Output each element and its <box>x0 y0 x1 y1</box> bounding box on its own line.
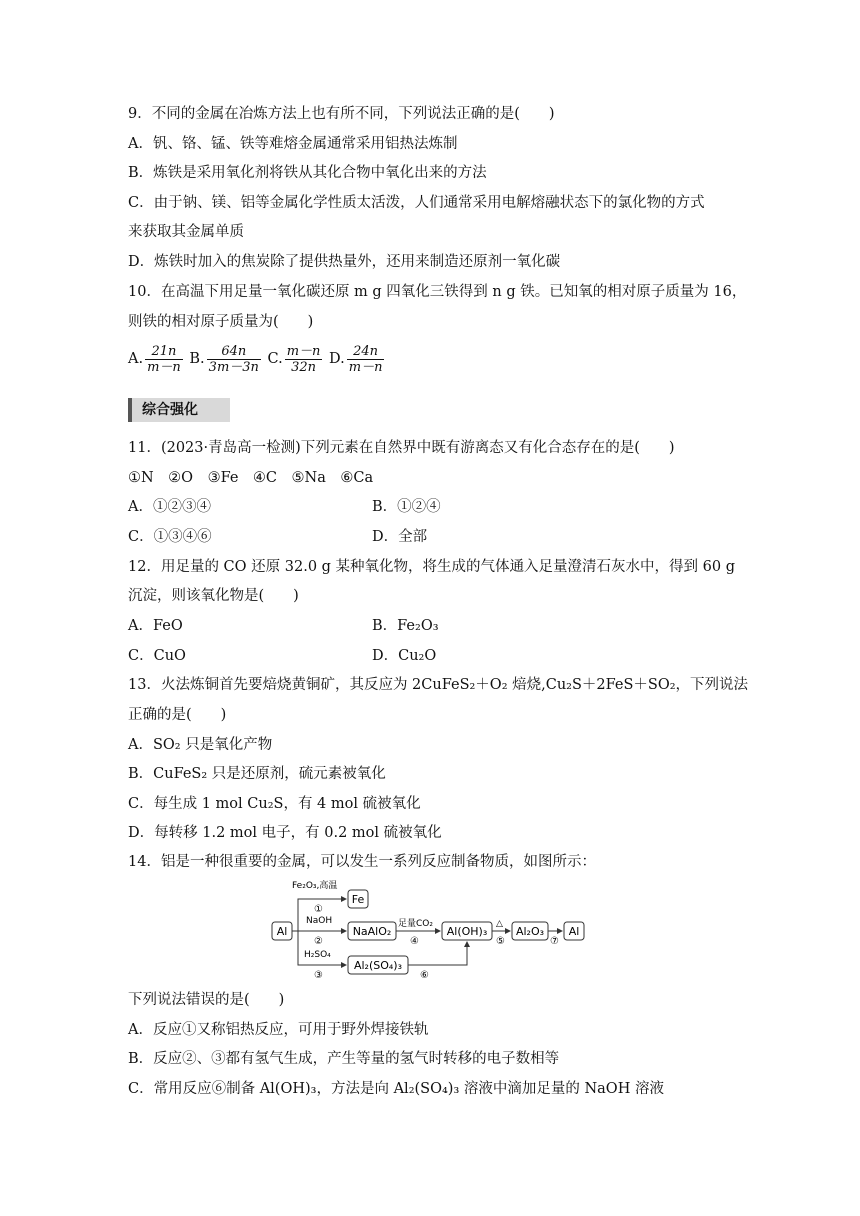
step-3: ③ <box>314 970 323 980</box>
q10-option-b-label: B. <box>189 351 205 367</box>
q10-stem-line1: 10．在高温下用足量一氧化碳还原 m g 四氧化三铁得到 n g 铁。已知氧的相对原子质量为 16， <box>128 284 747 300</box>
q13-option-c: C．每生成 1 mol Cu₂S，有 4 mol 硫被氧化 <box>128 796 421 812</box>
q10-options <box>128 342 386 376</box>
node-al-end-label: Al <box>568 925 580 938</box>
step-6: ⑥ <box>420 970 429 980</box>
q12-option-c: C．CuO <box>128 648 186 664</box>
reagent-h2so4: H₂SO₄ <box>304 950 331 960</box>
step-4: ④ <box>410 936 419 947</box>
q14-stem: 14．铝是一种很重要的金属，可以发生一系列反应制备物质，如图所示： <box>128 854 596 870</box>
q13-option-d: D．每转移 1.2 mol 电子，有 0.2 mol 硫被氧化 <box>128 825 442 841</box>
q9-stem: 9．不同的金属在冶炼方法上也有所不同，下列说法正确的是( ) <box>128 106 555 122</box>
q14-option-b: B．反应②、③都有氢气生成，产生等量的氢气时转移的电子数相等 <box>128 1051 560 1067</box>
q13-option-a: A．SO₂ 只是氧化产物 <box>128 737 273 753</box>
section-title: 综合强化 <box>128 398 230 422</box>
q10-option-c-fraction: $\frac{m-n}{32n}$ <box>286 343 321 375</box>
q12-option-b: B．Fe₂O₃ <box>372 618 439 634</box>
reagent-co2: 足量CO₂ <box>398 919 433 929</box>
q9-option-b: B．炼铁是采用氧化剂将铁从其化合物中氧化出来的方法 <box>128 165 487 181</box>
reagent-heat: △ <box>496 919 503 929</box>
node-fe-label: Fe <box>351 893 365 906</box>
q13-option-b: B．CuFeS₂ 只是还原剂，硫元素被氧化 <box>128 766 386 782</box>
node-aloh3-label: Al(OH)₃ <box>446 925 488 938</box>
q11-option-c: C．①③④⑥ <box>128 529 212 545</box>
q14-option-c: C．常用反应⑥制备 Al(OH)₃，方法是向 Al₂(SO₄)₃ 溶液中滴加足量的 NaOH 溶液 <box>128 1081 664 1097</box>
q9-option-d: D．炼铁时加入的焦炭除了提供热量外，还用来制造还原剂一氧化碳 <box>128 254 561 270</box>
q11-items: ①N ②O ③Fe ④C ⑤Na ⑥Ca <box>128 470 374 486</box>
reagent-naoh: NaOH <box>306 916 333 926</box>
q10-option-d-fraction: $\frac{24n}{m-n}$ <box>348 343 383 375</box>
q13-stem-line1: 13．火法炼铜首先要焙烧黄铜矿，其反应为 2CuFeS₂＋O₂ 焙烧,Cu₂S＋2FeS＋SO₂，下列说法 <box>128 677 749 693</box>
q10-option-c-label: C. <box>267 351 283 367</box>
reaction-flow-diagram <box>270 880 600 980</box>
q9-option-c-line1: C．由于钠、镁、铝等金属化学性质太活泼，人们通常采用电解熔融状态下的氯化物的方式 <box>128 195 705 211</box>
q9-option-a: A．钒、铬、锰、铁等难熔金属通常采用铝热法炼制 <box>128 136 458 152</box>
q11-option-a: A．①②③④ <box>128 499 211 515</box>
step-2: ② <box>314 936 323 947</box>
q14-lead: 下列说法错误的是( ) <box>128 992 285 1008</box>
node-al-start-label: Al <box>276 925 288 938</box>
node-naalo2-label: NaAlO₂ <box>352 925 392 938</box>
q11-option-b: B．①②④ <box>372 499 441 515</box>
q10-option-b-fraction: $\frac{64n}{3m-3n}$ <box>208 343 259 375</box>
q12-option-d: D．Cu₂O <box>372 648 437 664</box>
q11-stem: 11．(2023·青岛高一检测)下列元素在自然界中既有游离态又有化合态存在的是( ) <box>128 440 675 456</box>
q12-stem-line1: 12．用足量的 CO 还原 32.0 g 某种氧化物，将生成的气体通入足量澄清石灰水中，得到 60 g <box>128 559 735 575</box>
q10-stem-line2: 则铁的相对原子质量为( ) <box>128 314 314 330</box>
q12-stem-line2: 沉淀，则该氧化物是( ) <box>128 588 299 604</box>
q12-option-a: A．FeO <box>128 618 183 634</box>
node-al2o3-label: Al₂O₃ <box>515 925 545 938</box>
q13-stem-line2: 正确的是( ) <box>128 707 227 723</box>
reagent-fe2o3: Fe₂O₃,高温 <box>292 881 338 891</box>
node-al2so43-label: Al₂(SO₄)₃ <box>353 959 403 972</box>
q9-option-c-line2: 来获取其金属单质 <box>128 224 244 240</box>
step-1: ① <box>314 904 323 915</box>
step-7: ⑦ <box>550 936 559 947</box>
q10-option-a-label: A. <box>128 351 144 367</box>
q11-option-d: D．全部 <box>372 529 428 545</box>
q10-option-a-fraction: $\frac{21n}{m-n}$ <box>147 343 181 375</box>
step-5: ⑤ <box>496 936 505 947</box>
q10-option-d-label: D. <box>329 351 345 367</box>
q14-option-a: A．反应①又称铝热反应，可用于野外焊接铁轨 <box>128 1022 429 1038</box>
